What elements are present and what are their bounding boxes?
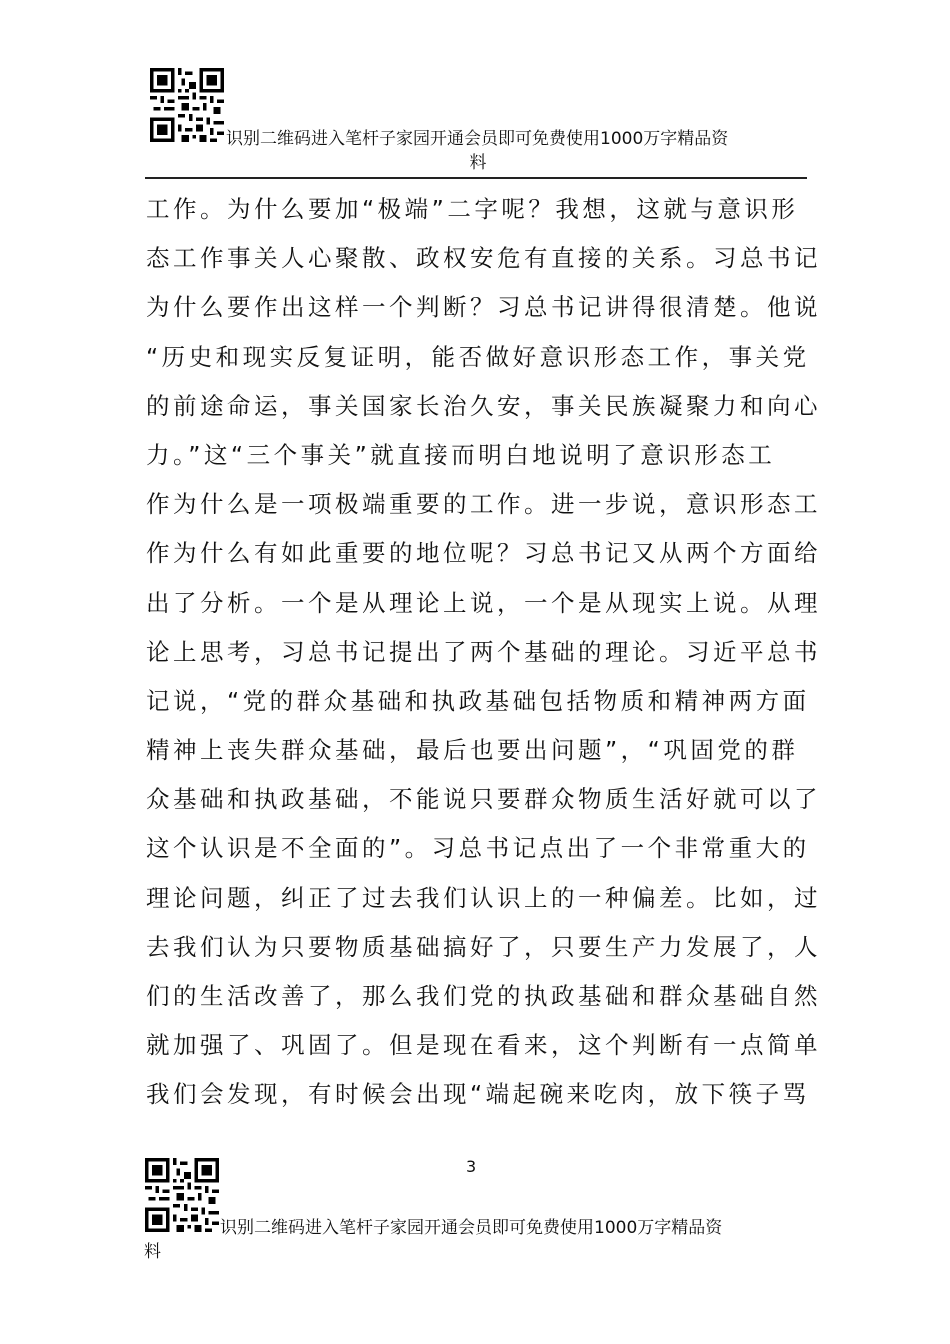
- body-line: 论上思考，习总书记提出了两个基础的理论。习近平总书: [146, 637, 821, 666]
- body-text: [146, 185, 821, 1120]
- body-line: 作为什么是一项极端重要的工作。进一步说，意识形态工: [146, 490, 821, 519]
- header-banner-line2: 料: [469, 153, 487, 173]
- body-line: 工作。为什么要加“极端”二字呢？我想，这就与意识形: [146, 195, 799, 223]
- footer-banner: [144, 1216, 814, 1264]
- footer-banner-line2: 料: [144, 1242, 161, 1262]
- page-number: 3: [466, 1157, 477, 1176]
- body-line: 精神上丧失群众基础，最后也要出问题”，“巩固党的群: [146, 736, 799, 765]
- body-line: 们的生活改善了，那么我们党的执政基础和群众基础自然: [146, 982, 821, 1010]
- header-banner: [148, 127, 808, 175]
- body-line: 态工作事关人心聚散、政权安危有直接的关系。习总书记: [146, 244, 821, 273]
- body-line: 出了分析。一个是从理论上说，一个是从现实上说。从理: [146, 588, 821, 617]
- body-line: 就加强了、巩固了。但是现在看来，这个判断有一点简单: [146, 1031, 821, 1060]
- footer-banner-line1: 识别二维码进入笔杆子家园开通会员即可免费使用1000万字精品资: [220, 1218, 723, 1238]
- body-line: 力。”这“三个事关”就直接而明白地说明了意识形态工: [146, 440, 776, 469]
- body-line: “历史和现实反复证明，能否做好意识形态工作，事关党: [146, 342, 810, 371]
- body-line: 作为什么有如此重要的地位呢？习总书记又从两个方面给: [146, 539, 821, 568]
- body-line: 众基础和执政基础，不能说只要群众物质生活好就可以了: [146, 785, 821, 814]
- body-line: 去我们认为只要物质基础搞好了，只要生产力发展了，人: [146, 932, 821, 961]
- body-line: 这个认识是不全面的”。习总书记点出了一个非常重大的: [146, 834, 810, 863]
- body-line: 为什么要作出这样一个判断？习总书记讲得很清楚。他说: [146, 293, 821, 322]
- body-line: 的前途命运，事关国家长治久安，事关民族凝聚力和向心: [146, 391, 821, 420]
- body-line: 记说，“党的群众基础和执政基础包括物质和精神两方面: [146, 686, 810, 715]
- body-line: 我们会发现，有时候会出现“端起碗来吃肉，放下筷子骂: [146, 1080, 810, 1109]
- header-divider: [145, 177, 807, 179]
- body-line: 理论问题，纠正了过去我们认识上的一种偏差。比如，过: [146, 883, 821, 912]
- header-banner-line1: 识别二维码进入笔杆子家园开通会员即可免费使用1000万字精品资: [226, 129, 729, 149]
